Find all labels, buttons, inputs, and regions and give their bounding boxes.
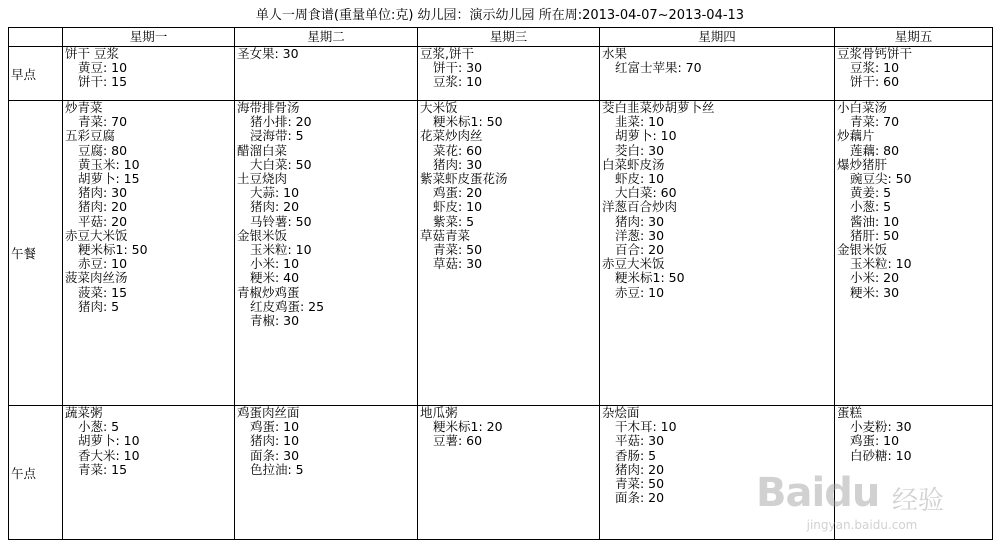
dish-name: 洋葱百合炒肉 xyxy=(602,199,678,215)
dish xyxy=(418,406,599,449)
page-title: 单人一周食谱(重量单位:克) 幼儿园：演示幼儿园 所在周:2013-04-07~2013-04-13 xyxy=(255,8,745,23)
menu-cell xyxy=(418,47,600,101)
ingredient: 干木耳: 10 xyxy=(615,419,677,435)
ingredient: 酱油: 10 xyxy=(850,213,900,229)
meal-row xyxy=(9,406,993,540)
ingredient: 韭菜: 10 xyxy=(615,114,665,130)
ingredient: 鸡蛋: 10 xyxy=(850,433,900,449)
menu-cell xyxy=(235,101,418,406)
ingredient: 小葱: 5 xyxy=(850,199,892,215)
meal-row xyxy=(9,47,993,101)
ingredient: 马铃薯: 50 xyxy=(250,213,312,229)
dish-name: 金银米饭 xyxy=(237,227,288,243)
ingredient: 粳米标1: 50 xyxy=(78,242,148,258)
ingredient: 青椒: 30 xyxy=(250,313,300,329)
ingredient: 紫菜: 5 xyxy=(433,213,475,229)
dish xyxy=(600,158,834,201)
ingredient: 平菇: 20 xyxy=(78,213,128,229)
dish xyxy=(835,101,992,129)
ingredient: 豆薯: 60 xyxy=(433,433,483,449)
dish-name: 赤豆大米饭 xyxy=(65,227,128,243)
ingredient: 洋葱: 30 xyxy=(615,227,665,243)
dish xyxy=(600,257,834,300)
dish xyxy=(835,243,992,300)
ingredient: 猪肉: 20 xyxy=(615,461,665,477)
ingredient: 胡萝卜: 10 xyxy=(615,128,677,144)
ingredient: 赤豆: 10 xyxy=(78,256,128,272)
corner-cell xyxy=(9,28,63,47)
ingredient: 猪肉: 5 xyxy=(78,298,120,314)
ingredient: 豆浆: 10 xyxy=(850,60,900,76)
day-header: 星期四 xyxy=(600,28,835,47)
dish xyxy=(235,101,417,144)
dish-name: 杂烩面 xyxy=(602,405,640,420)
ingredient: 猪肝: 50 xyxy=(850,227,900,243)
ingredient: 粳米: 30 xyxy=(850,284,900,300)
dish xyxy=(63,101,234,129)
dish xyxy=(835,406,992,463)
ingredient: 黄豆: 10 xyxy=(78,60,128,76)
ingredient: 香肠: 5 xyxy=(615,447,657,463)
menu-cell xyxy=(418,101,600,406)
dish xyxy=(63,406,234,477)
ingredient: 红皮鸡蛋: 25 xyxy=(250,298,325,314)
dish xyxy=(418,229,599,272)
ingredient: 饼干: 15 xyxy=(78,74,128,90)
dish xyxy=(418,101,599,129)
dish-name: 醋溜白菜 xyxy=(237,142,288,158)
dish xyxy=(235,47,417,61)
ingredient: 平菇: 30 xyxy=(615,433,665,449)
ingredient: 玉米粒: 10 xyxy=(250,242,312,258)
dish xyxy=(235,172,417,229)
ingredient: 饼干: 30 xyxy=(433,60,483,76)
meal-label: 早点 xyxy=(9,47,63,101)
dish-name: 花菜炒肉丝 xyxy=(420,128,483,144)
day-header: 星期五 xyxy=(835,28,993,47)
ingredient: 菠菜: 15 xyxy=(78,284,128,300)
meal-row xyxy=(9,101,993,406)
day-header: 星期三 xyxy=(418,28,600,47)
ingredient: 猪肉: 20 xyxy=(250,199,300,215)
ingredient: 红富士苹果: 70 xyxy=(615,60,702,76)
dish xyxy=(418,172,599,229)
ingredient: 猪肉: 30 xyxy=(433,156,483,172)
dish-name: 紫菜虾皮蛋花汤 xyxy=(420,171,508,187)
ingredient: 香大米: 10 xyxy=(78,447,140,463)
dish-name: 草菇青菜 xyxy=(420,227,471,243)
menu-cell xyxy=(235,406,418,540)
dish-name: 小白菜汤 xyxy=(837,100,888,115)
dish-name: 炒藕片 xyxy=(837,128,875,144)
ingredient: 色拉油: 5 xyxy=(250,461,304,477)
ingredient: 大白菜: 50 xyxy=(250,156,312,172)
menu-cell xyxy=(418,406,600,540)
ingredient: 青菜: 70 xyxy=(850,114,900,130)
ingredient: 茭白: 30 xyxy=(615,142,665,158)
ingredient: 豆浆: 10 xyxy=(433,74,483,90)
dish-name: 圣女果: 30 xyxy=(237,46,299,61)
dish xyxy=(418,129,599,172)
dish-name: 豆浆骨钙饼干 xyxy=(837,46,913,61)
menu-cell xyxy=(600,47,835,101)
menu-cell xyxy=(63,47,235,101)
ingredient: 猪肉: 30 xyxy=(615,213,665,229)
ingredient: 青菜: 50 xyxy=(433,242,483,258)
ingredient: 赤豆: 10 xyxy=(615,284,665,300)
dish xyxy=(600,200,834,257)
dish-name: 鸡蛋肉丝面 xyxy=(237,405,300,420)
menu-cell xyxy=(235,47,418,101)
ingredient: 小麦粉: 30 xyxy=(850,419,912,435)
watermark-exp: 经验 xyxy=(892,486,945,516)
ingredient: 百合: 20 xyxy=(615,242,665,258)
menu-cell xyxy=(600,406,835,540)
dish-name: 地瓜粥 xyxy=(420,405,458,420)
dish-name: 爆炒猪肝 xyxy=(837,156,888,172)
ingredient: 豆腐: 80 xyxy=(78,142,128,158)
watermark-url: jingyan.baidu.com xyxy=(806,518,918,532)
ingredient: 大白菜: 60 xyxy=(615,185,677,201)
ingredient: 草菇: 30 xyxy=(433,256,483,272)
ingredient: 小米: 10 xyxy=(250,256,300,272)
dish xyxy=(600,101,834,158)
ingredient: 黄姜: 5 xyxy=(850,185,892,201)
dish-name: 豆浆,饼干 xyxy=(420,46,474,61)
ingredient: 浸海带: 5 xyxy=(250,128,304,144)
menu-cell xyxy=(835,406,993,540)
meal-label: 午餐 xyxy=(9,101,63,406)
dish xyxy=(235,229,417,286)
ingredient: 面条: 20 xyxy=(615,490,665,506)
menu-cell xyxy=(63,101,235,406)
day-header: 星期二 xyxy=(235,28,418,47)
ingredient: 猪肉: 30 xyxy=(78,185,128,201)
dish xyxy=(835,47,992,90)
dish-name: 炒青菜 xyxy=(65,100,103,115)
ingredient: 莲藕: 80 xyxy=(850,142,900,158)
dish xyxy=(835,158,992,243)
ingredient: 大蒜: 10 xyxy=(250,185,300,201)
dish-name: 菠菜肉丝汤 xyxy=(65,270,128,286)
ingredient: 胡萝卜: 15 xyxy=(78,171,140,187)
dish xyxy=(63,47,234,90)
dish-name: 土豆烧肉 xyxy=(237,171,288,187)
ingredient: 粳米: 40 xyxy=(250,270,300,286)
ingredient: 玉米粒: 10 xyxy=(850,256,912,272)
dish-name: 赤豆大米饭 xyxy=(602,256,665,272)
ingredient: 猪肉: 20 xyxy=(78,199,128,215)
dish xyxy=(63,229,234,272)
ingredient: 白砂糖: 10 xyxy=(850,447,912,463)
ingredient: 豌豆尖: 50 xyxy=(850,171,912,187)
ingredient: 青菜: 50 xyxy=(615,476,665,492)
dish-name: 白菜虾皮汤 xyxy=(602,156,665,172)
menu-cell xyxy=(835,47,993,101)
menu-cell xyxy=(835,101,993,406)
ingredient: 猪小排: 20 xyxy=(250,114,312,130)
dish-name: 蔬菜粥 xyxy=(65,405,103,420)
dish-name: 饼干 豆浆 xyxy=(65,46,119,61)
ingredient: 黄玉米: 10 xyxy=(78,156,140,172)
dish-name: 海带排骨汤 xyxy=(237,100,300,115)
dish-name: 五彩豆腐 xyxy=(65,128,116,144)
dish xyxy=(600,47,834,75)
meal-label: 午点 xyxy=(9,406,63,540)
ingredient: 面条: 30 xyxy=(250,447,300,463)
dish xyxy=(235,144,417,172)
ingredient: 粳米标1: 20 xyxy=(433,419,503,435)
ingredient: 菜花: 60 xyxy=(433,142,483,158)
ingredient: 粳米标1: 50 xyxy=(433,114,503,130)
dish xyxy=(835,129,992,157)
dish-name: 青椒炒鸡蛋 xyxy=(237,284,300,300)
dish xyxy=(235,286,417,329)
dish xyxy=(63,271,234,314)
ingredient: 鸡蛋: 10 xyxy=(250,419,300,435)
day-header: 星期一 xyxy=(63,28,235,47)
dish-name: 蛋糕 xyxy=(837,405,863,420)
ingredient: 饼干: 60 xyxy=(850,74,900,90)
ingredient: 粳米标1: 50 xyxy=(615,270,685,286)
dish-name: 金银米饭 xyxy=(837,242,888,258)
menu-cell xyxy=(63,406,235,540)
ingredient: 鸡蛋: 20 xyxy=(433,185,483,201)
dish xyxy=(235,406,417,477)
ingredient: 虾皮: 10 xyxy=(615,171,665,187)
ingredient: 小米: 20 xyxy=(850,270,900,286)
dish-name: 大米饭 xyxy=(420,100,458,115)
dish xyxy=(600,406,834,505)
dish xyxy=(418,47,599,90)
dish-name: 水果 xyxy=(602,46,628,61)
ingredient: 青菜: 15 xyxy=(78,461,128,477)
watermark-brand: Baidu xyxy=(756,470,880,516)
dish-name: 茭白韭菜炒胡萝卜丝 xyxy=(602,100,715,115)
ingredient: 虾皮: 10 xyxy=(433,199,483,215)
menu-cell xyxy=(600,101,835,406)
weekly-menu-table xyxy=(8,27,993,540)
ingredient: 小葱: 5 xyxy=(78,419,120,435)
ingredient: 猪肉: 10 xyxy=(250,433,300,449)
dish xyxy=(63,129,234,228)
header-row xyxy=(9,28,993,47)
ingredient: 青菜: 70 xyxy=(78,114,128,130)
ingredient: 胡萝卜: 10 xyxy=(78,433,140,449)
